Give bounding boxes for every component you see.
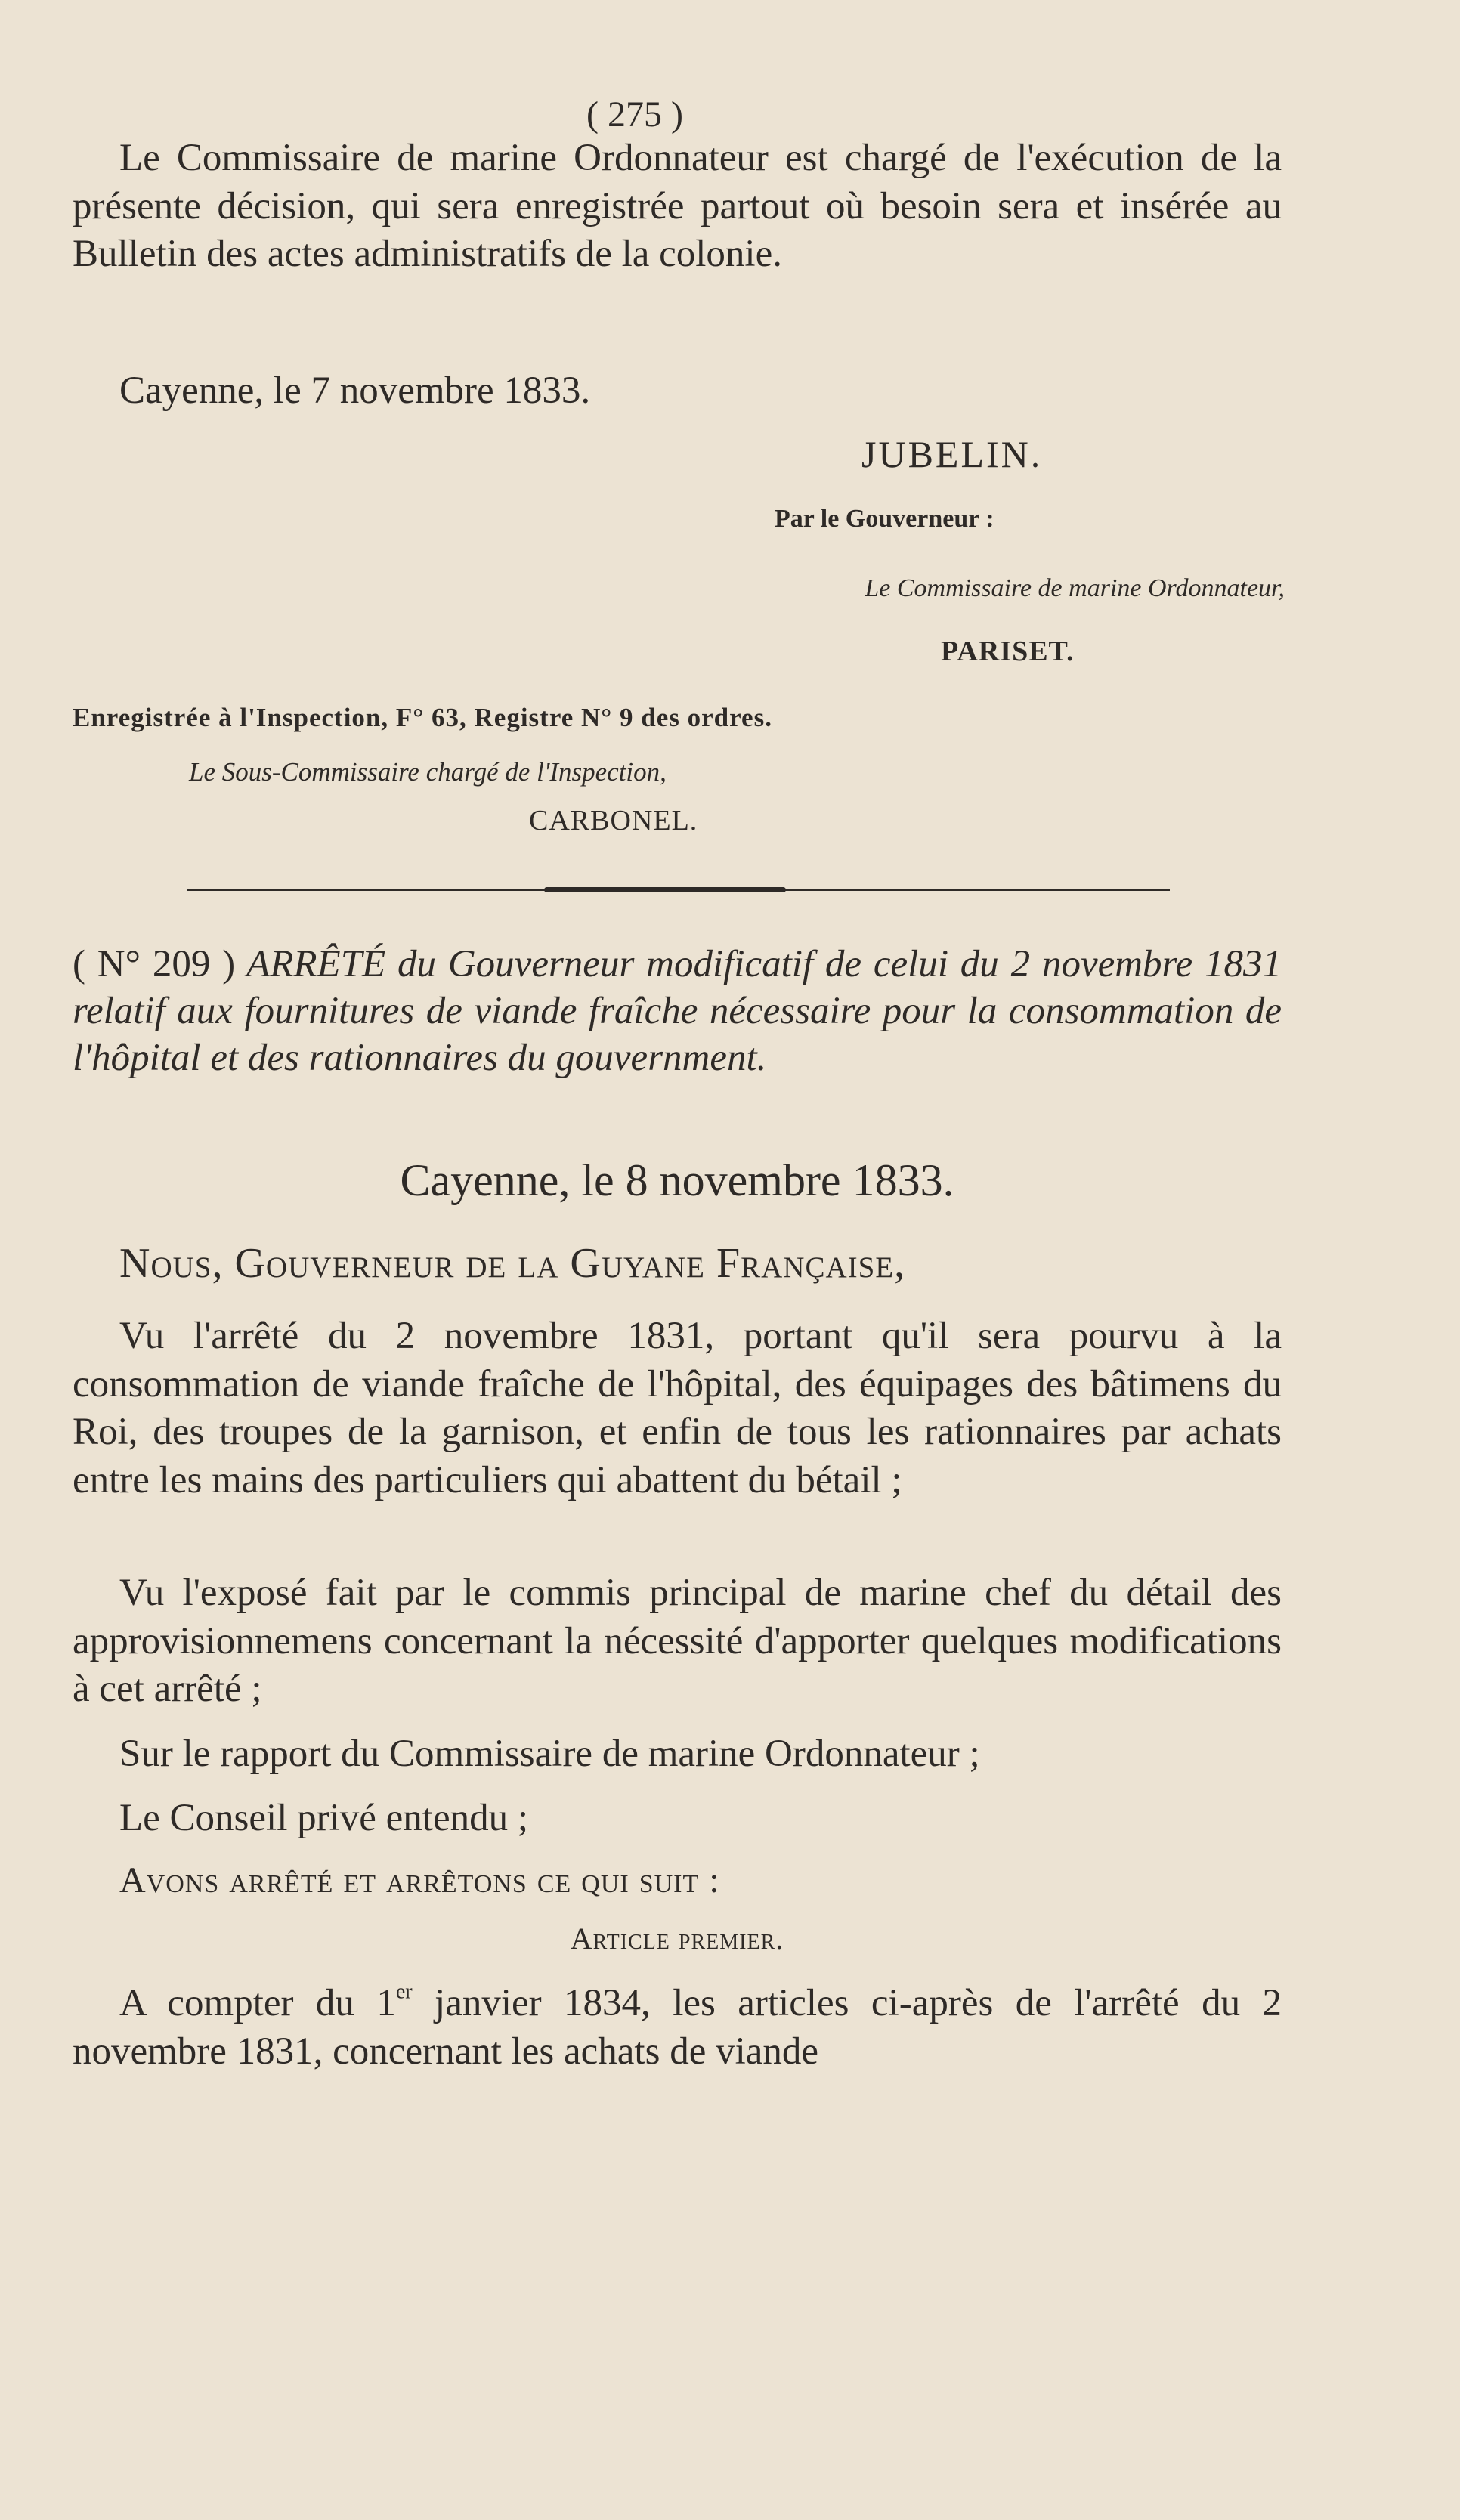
final-text-a: A compter du 1 (119, 1982, 396, 2024)
paragraph-vu-expose: Vu l'exposé fait par le commis principal de marine chef du détail des approvisionnemens concernant la nécessité d'apporter quelques modifications à cet arrêté ; (73, 1572, 1282, 1710)
article-premier: Article premier. (570, 1922, 784, 1956)
commissaire-ordonnateur-title: Le Commissaire de marine Ordonnateur, (865, 574, 1285, 602)
sous-commissaire-title: Le Sous-Commissaire chargé de l'Inspection, (189, 757, 667, 787)
paragraph-a-compter (73, 1980, 1282, 2076)
paragraph-execution: Le Commissaire de marine Ordonnateur est chargé de l'exécution de la présente décision, qui sera enregistrée partout où besoin sera et insérée au Bulletin des actes administratifs de la colonie. (73, 137, 1282, 275)
arrete-title: ARRÊTÉ du Gouverneur modificatif de celui du 2 novembre 1831 relatif aux fournitures de viande fraîche nécessaire pour la consommation de l'hôpital et des rationnaires du gouvernment. (73, 943, 1282, 1079)
arrete-number: ( N° 209 ) (73, 943, 236, 985)
avons-arrete: Avons arrêté et arrêtons ce qui suit : (119, 1860, 720, 1900)
dateline-8-novembre: Cayenne, le 8 novembre 1833. (400, 1155, 954, 1205)
nous-gouverneur: Nous, Gouverneur de la Guyane Française, (119, 1240, 906, 1287)
enregistree-inspection: Enregistrée à l'Inspection, F° 63, Registre N° 9 des ordres. (73, 703, 772, 732)
separator-rule-center (544, 887, 786, 892)
signature-carbonel: CARBONEL. (529, 805, 698, 836)
signature-jubelin: JUBELIN. (861, 433, 1043, 475)
page-number: ( 275 ) (586, 94, 683, 135)
par-le-gouverneur: Par le Gouverneur : (775, 505, 994, 533)
dateline-7-novembre: Cayenne, le 7 novembre 1833. (119, 369, 591, 412)
final-text-b: janvier 1834, les articles ci-après de l'arrêté du 2 novembre 1831, concernant les achats de viande (73, 1982, 1282, 2073)
sur-le-rapport: Sur le rapport du Commissaire de marine Ordonnateur ; (119, 1733, 980, 1775)
signature-pariset: PARISET. (941, 635, 1075, 667)
arrete-heading (73, 941, 1282, 1081)
conseil-prive: Le Conseil privé entendu ; (119, 1797, 529, 1839)
final-superscript: er (395, 1980, 413, 2004)
paragraph-vu-arrete: Vu l'arrêté du 2 novembre 1831, portant qu'il sera pourvu à la consommation de viande fraîche de l'hôpital, des équipages des bâtimens du Roi, des troupes de la garnison, et enfin de tous les rationnaires par achats entre les mains des particuliers qui abattent du bétail ; (73, 1315, 1282, 1501)
